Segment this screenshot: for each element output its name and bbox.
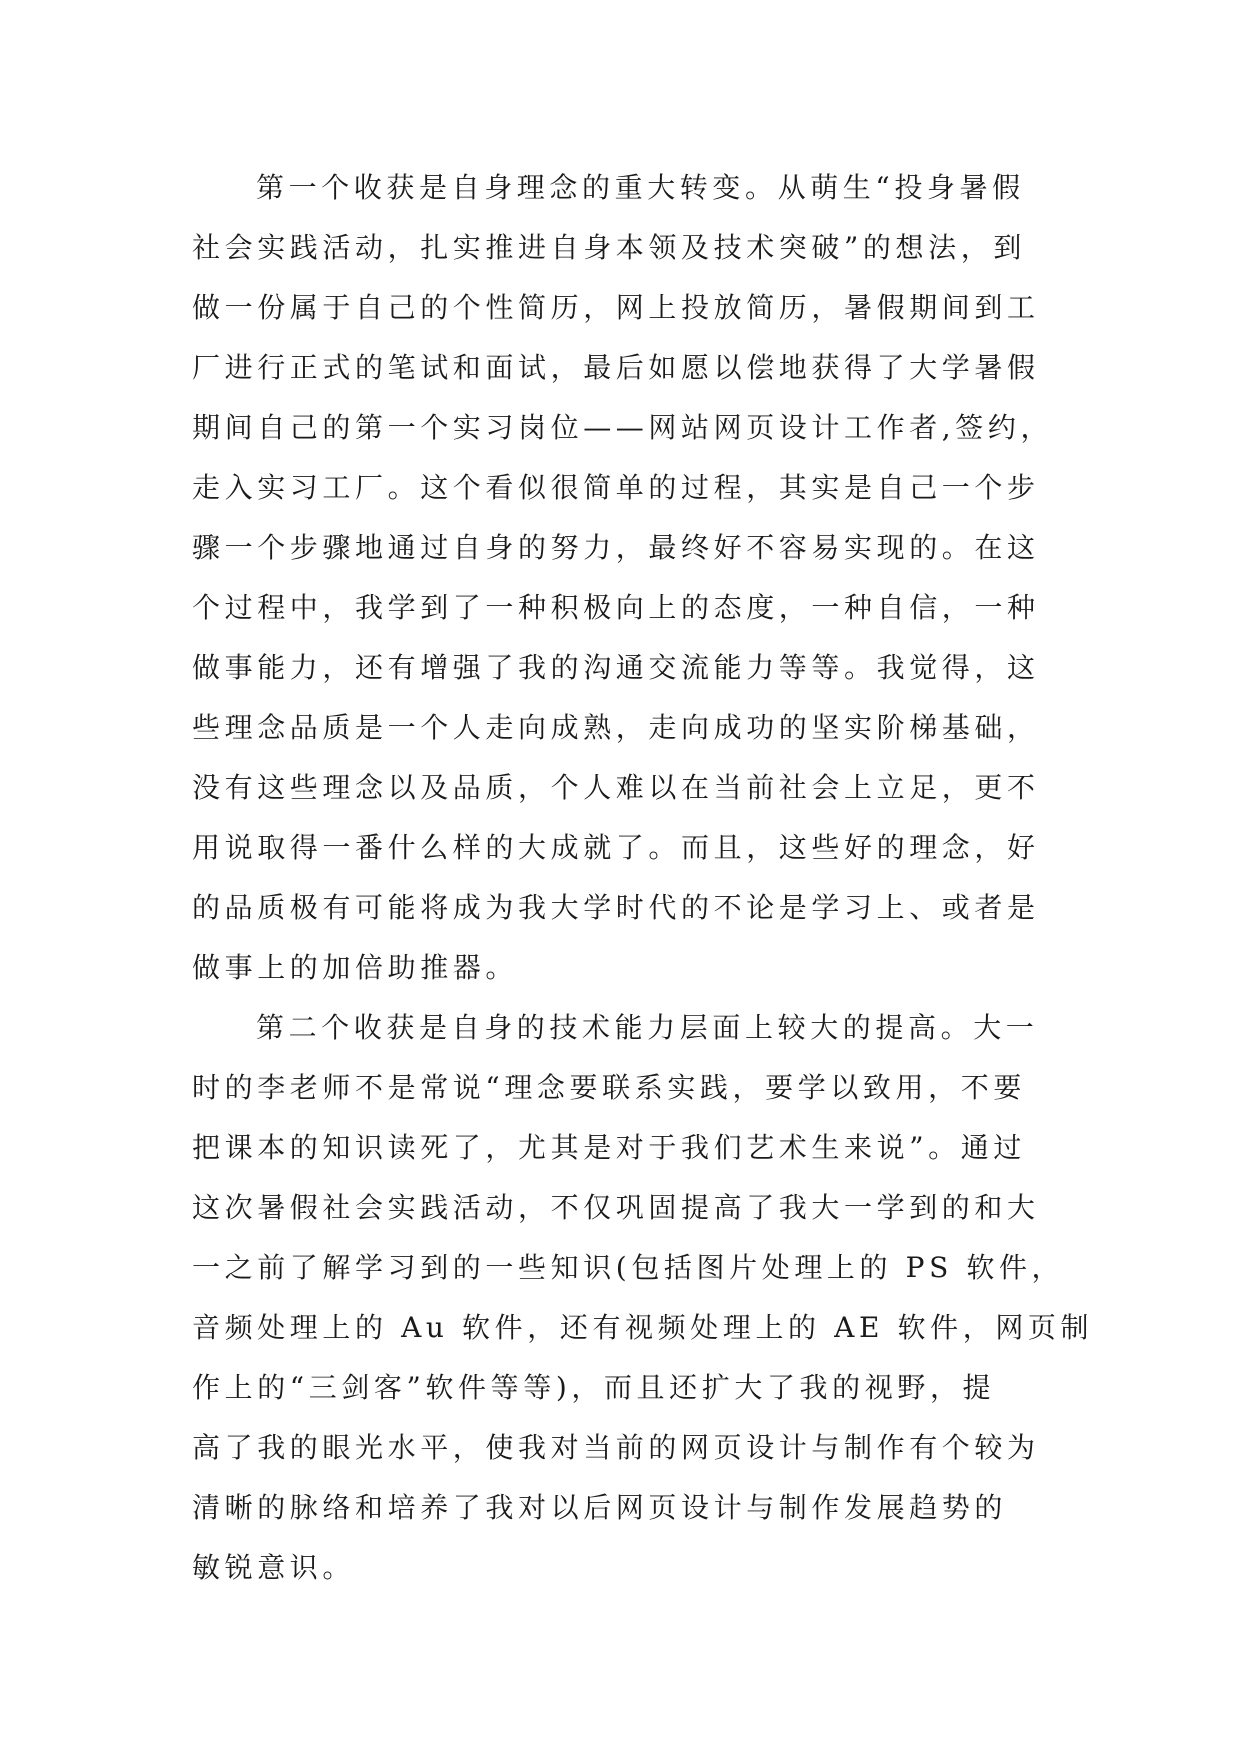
paragraph-line: 这次暑假社会实践活动，不仅巩固提高了我大一学到的和大 <box>192 1191 1040 1224</box>
paragraph-2 <box>192 998 1094 1598</box>
paragraph-line: 作上的“三剑客”软件等等)，而且还扩大了我的视野，提 <box>192 1371 996 1404</box>
paragraph-line: 用说取得一番什么样的大成就了。而且，这些好的理念，好 <box>192 831 1040 864</box>
paragraph-line: 做事能力，还有增强了我的沟通交流能力等等。我觉得，这 <box>192 651 1040 684</box>
paragraph-line: 做事上的加倍助推器。 <box>192 951 519 984</box>
paragraph-line: 走入实习工厂。这个看似很简单的过程，其实是自己一个步 <box>192 471 1040 504</box>
paragraph-line: 第一个收获是自身理念的重大转变。从萌生“投身暑假 <box>256 171 1025 204</box>
paragraph-line: 的品质极有可能将成为我大学时代的不论是学习上、或者是 <box>192 891 1040 924</box>
paragraph-line: 音频处理上的 Au 软件，还有视频处理上的 AE 软件，网页制 <box>192 1311 1094 1344</box>
paragraph-line: 第二个收获是自身的技术能力层面上较大的提高。大一 <box>256 1011 1039 1044</box>
paragraph-line: 个过程中，我学到了一种积极向上的态度，一种自信，一种 <box>192 591 1040 624</box>
paragraph-line: 没有这些理念以及品质，个人难以在当前社会上立足，更不 <box>192 771 1040 804</box>
paragraph-line: 期间自己的第一个实习岗位——网站网页设计工作者,签约， <box>192 411 1054 444</box>
paragraph-line: 些理念品质是一个人走向成熟，走向成功的坚实阶梯基础， <box>192 711 1040 744</box>
paragraph-line: 一之前了解学习到的一些知识(包括图片处理上的 PS 软件， <box>192 1251 1065 1284</box>
document-body <box>192 158 1094 1598</box>
paragraph-line: 做一份属于自己的个性简历，网上投放简历，暑假期间到工 <box>192 291 1040 324</box>
paragraph-line: 社会实践活动，扎实推进自身本领及技术突破”的想法，到 <box>192 231 1026 264</box>
paragraph-line: 厂进行正式的笔试和面试，最后如愿以偿地获得了大学暑假 <box>192 351 1040 384</box>
paragraph-line: 清晰的脉络和培养了我对以后网页设计与制作发展趋势的 <box>192 1491 1008 1524</box>
paragraph-1 <box>192 158 1062 998</box>
paragraph-line: 敏锐意识。 <box>192 1551 356 1584</box>
paragraph-line: 高了我的眼光水平，使我对当前的网页设计与制作有个较为 <box>192 1431 1040 1464</box>
paragraph-line: 骤一个步骤地通过自身的努力，最终好不容易实现的。在这 <box>192 531 1040 564</box>
paragraph-line: 时的李老师不是常说“理念要联系实践，要学以致用，不要 <box>192 1071 1026 1104</box>
paragraph-line: 把课本的知识读死了，尤其是对于我们艺术生来说”。通过 <box>192 1131 1026 1164</box>
